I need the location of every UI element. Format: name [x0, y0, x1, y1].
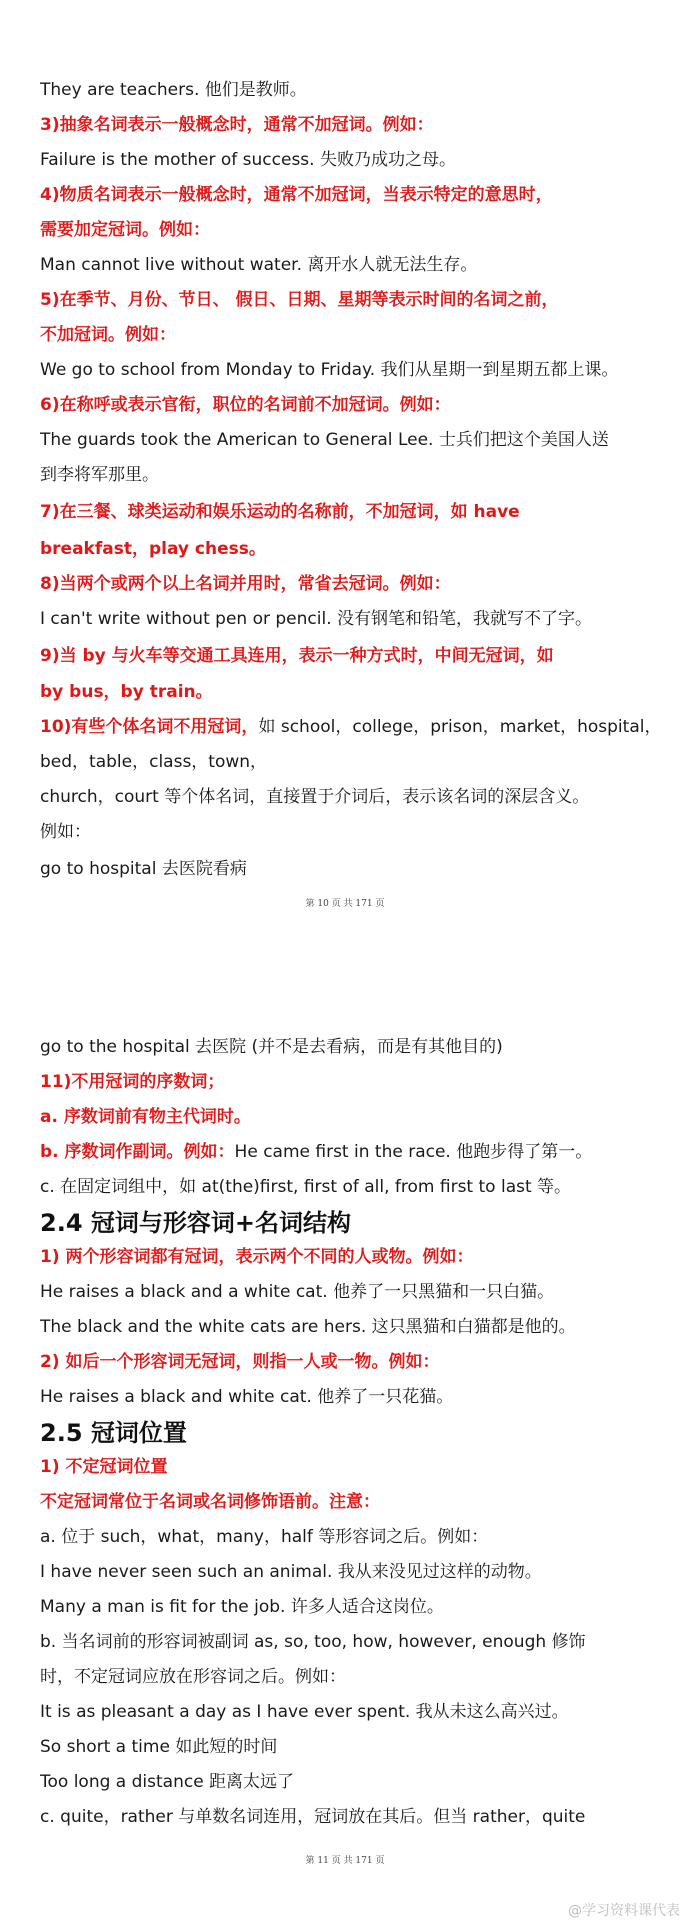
example-line: It is as pleasant a day as I have ever spent. 我从未这么高兴过。	[40, 1702, 569, 1722]
example-line: c. quite，rather 与单数名词连用，冠词放在其后。但当 rather，quite	[40, 1807, 586, 1827]
example-line: go to the hospital 去医院 (并不是去看病，而是有其他目的)	[40, 1037, 503, 1057]
rule-heading: b. 序数词作副词。例如：	[40, 1142, 235, 1162]
rule-heading: 需要加定冠词。例如：	[40, 220, 210, 240]
rule-heading: 8)当两个或两个以上名词并用时，常省去冠词。例如：	[40, 574, 451, 594]
rule-heading: by bus，by train。	[40, 682, 213, 702]
rule-heading: 7)在三餐、球类运动和娱乐运动的名称前，不加冠词，如 have	[40, 502, 520, 522]
rule-heading: 2) 如后一个形容词无冠词，则指一人或一物。例如：	[40, 1352, 440, 1372]
rule-heading: 10)有些个体名词不用冠词，	[40, 717, 259, 737]
rule-heading: 1) 不定冠词位置	[40, 1457, 168, 1477]
example-line: bed，table，class，town，	[40, 752, 268, 772]
rule-heading: 1) 两个形容词都有冠词，表示两个不同的人或物。例如：	[40, 1247, 474, 1267]
rule-line-10	[40, 715, 665, 739]
rule-heading: 9)当 by 与火车等交通工具连用，表示一种方式时，中间无冠词，如	[40, 646, 554, 666]
example-line: Many a man is fit for the job. 许多人适合这岗位。	[40, 1597, 444, 1617]
watermark: @学习资料课代表	[568, 1903, 680, 1919]
rule-text: 如 school，college，prison，market，hospital，	[258, 717, 662, 737]
example-line: 例如：	[40, 822, 91, 842]
page-number: 第 10 页 共 171 页	[305, 899, 385, 909]
section-heading: 2.5 冠词位置	[40, 1419, 187, 1447]
example-line: Man cannot live without water. 离开水人就无法生存。	[40, 255, 478, 275]
rule-heading: 11)不用冠词的序数词；	[40, 1072, 225, 1092]
rule-heading: 不定冠词常位于名词或名词修饰语前。注意：	[40, 1492, 380, 1512]
example-line: We go to school from Monday to Friday. 我们从星期一到星期五都上课。	[40, 360, 619, 380]
rule-heading: breakfast，play chess。	[40, 539, 266, 559]
example-line: 到李将军那里。	[40, 465, 159, 485]
rule-heading: 4)物质名词表示一般概念时，通常不加冠词，当表示特定的意思时，	[40, 185, 553, 205]
section-heading: 2.4 冠词与形容词+名词结构	[40, 1209, 351, 1237]
page-number: 第 11 页 共 171 页	[305, 1856, 385, 1866]
example-line: Failure is the mother of success. 失败乃成功之母。	[40, 150, 456, 170]
example-line: 时，不定冠词应放在形容词之后。例如：	[40, 1667, 346, 1687]
example-line: go to hospital 去医院看病	[40, 859, 247, 879]
example-line: So short a time 如此短的时间	[40, 1737, 278, 1757]
example-line: Too long a distance 距离太远了	[40, 1772, 295, 1792]
rule-text: He came first in the race. 他跑步得了第一。	[234, 1142, 593, 1162]
example-line: c. 在固定词组中，如 at(the)first, first of all, from first to last 等。	[40, 1177, 572, 1197]
example-line: He raises a black and a white cat. 他养了一只黑猫和一只白猫。	[40, 1282, 555, 1302]
example-line: He raises a black and white cat. 他养了一只花猫。	[40, 1387, 454, 1407]
rule-heading: 5)在季节、月份、节日、 假日、日期、星期等表示时间的名词之前，	[40, 290, 559, 310]
rule-heading: 6)在称呼或表示官衔，职位的名词前不加冠词。例如：	[40, 395, 451, 415]
rule-heading: 不加冠词。例如：	[40, 325, 176, 345]
example-line: I can't write without pen or pencil. 没有钢笔和铅笔，我就写不了字。	[40, 609, 593, 629]
rule-line-b	[40, 1140, 665, 1164]
example-line: b. 当名词前的形容词被副词 as, so, too, how, however, enough 修饰	[40, 1632, 586, 1652]
rule-heading: 3)抽象名词表示一般概念时，通常不加冠词。例如：	[40, 115, 434, 135]
example-line: church，court 等个体名词，直接置于介词后，表示该名词的深层含义。	[40, 787, 590, 807]
example-line: The black and the white cats are hers. 这只黑猫和白猫都是他的。	[40, 1317, 576, 1337]
example-line: The guards took the American to General Lee. 士兵们把这个美国人送	[40, 430, 609, 450]
example-line: They are teachers. 他们是教师。	[40, 80, 307, 100]
rule-heading: a. 序数词前有物主代词时。	[40, 1107, 251, 1127]
example-line: I have never seen such an animal. 我从来没见过这样的动物。	[40, 1562, 542, 1582]
example-line: a. 位于 such，what，many，half 等形容词之后。例如：	[40, 1527, 489, 1547]
